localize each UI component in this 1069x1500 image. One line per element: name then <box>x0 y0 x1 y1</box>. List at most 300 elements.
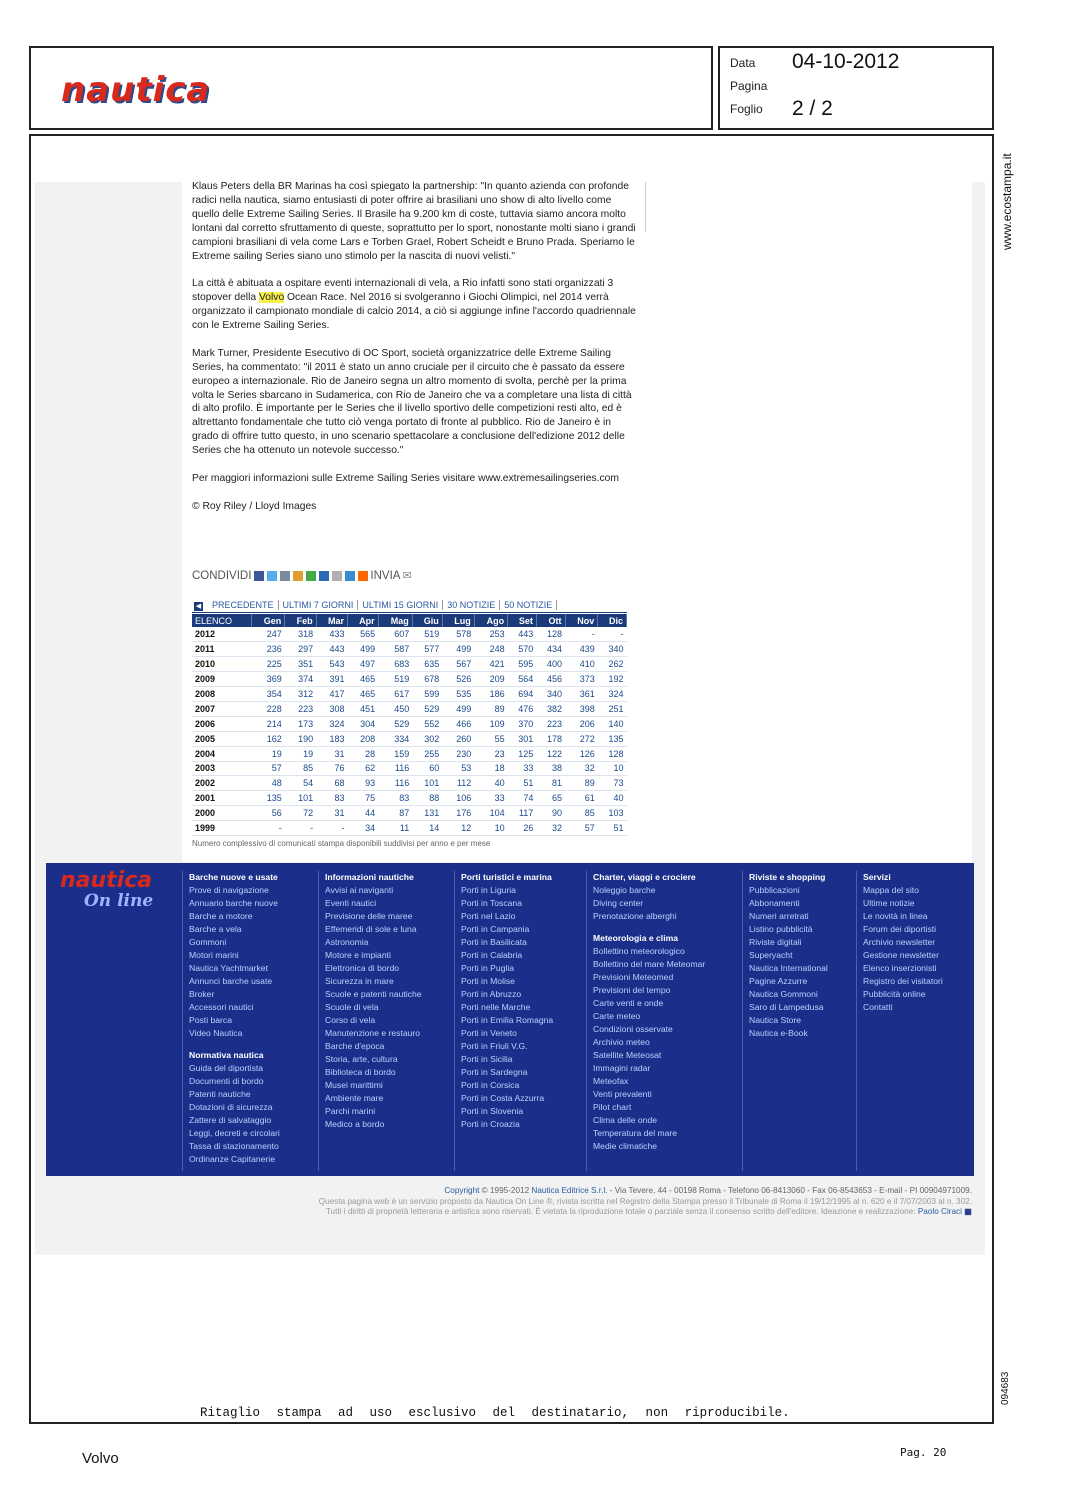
footer-link[interactable]: Previsioni Meteomed <box>593 972 674 982</box>
count-cell[interactable]: 18 <box>474 761 507 776</box>
count-cell[interactable]: 565 <box>348 627 379 642</box>
count-cell[interactable]: 131 <box>412 806 442 821</box>
footer-link[interactable]: Porti in Puglia <box>461 963 515 973</box>
count-cell[interactable]: 410 <box>565 657 598 672</box>
count-cell[interactable]: 62 <box>348 761 379 776</box>
footer-link[interactable]: Nautica e-Book <box>749 1028 808 1038</box>
count-cell[interactable]: 19 <box>285 746 316 761</box>
count-cell[interactable]: 14 <box>412 821 442 836</box>
footer-link[interactable]: Temperatura del mare <box>593 1128 678 1138</box>
count-cell[interactable]: 599 <box>412 687 442 702</box>
nautica-online-logo[interactable]: nautica On line <box>60 868 154 911</box>
footer-link[interactable]: Ordinanze Capitanerie <box>189 1154 275 1164</box>
count-cell[interactable]: 272 <box>565 731 598 746</box>
count-cell[interactable]: 398 <box>565 701 598 716</box>
publisher-link[interactable]: Nautica Editrice S.r.l. <box>531 1186 608 1195</box>
count-cell[interactable]: 497 <box>348 657 379 672</box>
count-cell[interactable]: - <box>251 821 284 836</box>
footer-link[interactable]: Patenti nautiche <box>189 1089 251 1099</box>
footer-link[interactable]: Registro dei visitatori <box>863 976 943 986</box>
count-cell[interactable]: 465 <box>348 687 379 702</box>
footer-link[interactable]: Accessori nautici <box>189 1002 254 1012</box>
count-cell[interactable]: 89 <box>565 776 598 791</box>
footer-link[interactable]: Pilot chart <box>593 1102 632 1112</box>
count-cell[interactable]: 57 <box>251 761 284 776</box>
footer-link[interactable]: Saro di Lampedusa <box>749 1002 824 1012</box>
footer-link[interactable]: Gestione newsletter <box>863 950 939 960</box>
footer-link[interactable]: Numeri arretrati <box>749 911 809 921</box>
count-cell[interactable]: 260 <box>442 731 474 746</box>
count-cell[interactable]: 159 <box>378 746 412 761</box>
footer-link[interactable]: Tassa di stazionamento <box>189 1141 279 1151</box>
count-cell[interactable]: 11 <box>378 821 412 836</box>
count-cell[interactable]: 88 <box>412 791 442 806</box>
col-header-elenco[interactable]: ELENCO <box>192 614 251 627</box>
footer-link[interactable]: Documenti di bordo <box>189 1076 264 1086</box>
count-cell[interactable]: 128 <box>536 627 565 642</box>
count-cell[interactable]: 567 <box>442 657 474 672</box>
count-cell[interactable]: 577 <box>412 642 442 657</box>
count-cell[interactable]: 230 <box>442 746 474 761</box>
count-cell[interactable]: 40 <box>598 791 627 806</box>
share-icon[interactable] <box>280 571 290 581</box>
count-cell[interactable]: 74 <box>508 791 537 806</box>
footer-link[interactable]: Satellite Meteosat <box>593 1050 662 1060</box>
count-cell[interactable]: 417 <box>316 687 347 702</box>
count-cell[interactable]: 116 <box>378 761 412 776</box>
count-cell[interactable]: 304 <box>348 716 379 731</box>
count-cell[interactable]: 75 <box>348 791 379 806</box>
count-cell[interactable]: 140 <box>598 716 627 731</box>
count-cell[interactable]: 83 <box>316 791 347 806</box>
count-cell[interactable]: 570 <box>508 642 537 657</box>
count-cell[interactable]: 251 <box>598 701 627 716</box>
more-share-icon[interactable] <box>358 571 368 581</box>
footer-link[interactable]: Archivio newsletter <box>863 937 936 947</box>
count-cell[interactable]: 214 <box>251 716 284 731</box>
count-cell[interactable]: 53 <box>442 761 474 776</box>
count-cell[interactable]: 225 <box>251 657 284 672</box>
count-cell[interactable]: 535 <box>442 687 474 702</box>
footer-link[interactable]: Annuario barche nuove <box>189 898 278 908</box>
year-cell[interactable]: 2000 <box>192 806 251 821</box>
year-cell[interactable]: 2003 <box>192 761 251 776</box>
tab-30-notizie[interactable]: 30 NOTIZIE <box>443 600 500 610</box>
footer-link[interactable]: Bollettino meteorologico <box>593 946 685 956</box>
count-cell[interactable]: 466 <box>442 716 474 731</box>
footer-link[interactable]: Barche a vela <box>189 924 242 934</box>
count-cell[interactable]: 578 <box>442 627 474 642</box>
footer-link[interactable]: Porti in Costa Azzurra <box>461 1093 545 1103</box>
count-cell[interactable]: 10 <box>598 761 627 776</box>
count-cell[interactable]: 31 <box>316 746 347 761</box>
count-cell[interactable]: 465 <box>348 672 379 687</box>
footer-link[interactable]: Carte venti e onde <box>593 998 664 1008</box>
count-cell[interactable]: 312 <box>285 687 316 702</box>
count-cell[interactable]: 248 <box>474 642 507 657</box>
count-cell[interactable]: 51 <box>598 821 627 836</box>
count-cell[interactable]: 73 <box>598 776 627 791</box>
count-cell[interactable]: 93 <box>348 776 379 791</box>
count-cell[interactable]: 443 <box>508 627 537 642</box>
year-cell[interactable]: 2008 <box>192 687 251 702</box>
year-cell[interactable]: 2006 <box>192 716 251 731</box>
count-cell[interactable]: 451 <box>348 701 379 716</box>
footer-link[interactable]: Sicurezza in mare <box>325 976 394 986</box>
count-cell[interactable]: 135 <box>598 731 627 746</box>
count-cell[interactable]: 450 <box>378 701 412 716</box>
footer-section-title[interactable]: Riviste e shopping <box>749 872 826 882</box>
count-cell[interactable]: 51 <box>508 776 537 791</box>
count-cell[interactable]: 128 <box>598 746 627 761</box>
footer-link[interactable]: Elettronica di bordo <box>325 963 400 973</box>
footer-link[interactable]: Porti in Molise <box>461 976 515 986</box>
count-cell[interactable]: 617 <box>378 687 412 702</box>
count-cell[interactable]: 90 <box>536 806 565 821</box>
count-cell[interactable]: - <box>598 627 627 642</box>
count-cell[interactable]: 499 <box>442 642 474 657</box>
count-cell[interactable]: 72 <box>285 806 316 821</box>
count-cell[interactable]: 55 <box>474 731 507 746</box>
footer-link[interactable]: Contatti <box>863 1002 893 1012</box>
footer-link[interactable]: Effemeridi di sole e luna <box>325 924 417 934</box>
count-cell[interactable]: 334 <box>378 731 412 746</box>
footer-link[interactable]: Diving center <box>593 898 644 908</box>
footer-link[interactable]: Porti in Emilia Romagna <box>461 1015 554 1025</box>
count-cell[interactable]: 223 <box>536 716 565 731</box>
year-cell[interactable]: 2004 <box>192 746 251 761</box>
count-cell[interactable]: 104 <box>474 806 507 821</box>
count-cell[interactable]: 61 <box>565 791 598 806</box>
count-cell[interactable]: 683 <box>378 657 412 672</box>
count-cell[interactable]: 28 <box>348 746 379 761</box>
count-cell[interactable]: 101 <box>412 776 442 791</box>
count-cell[interactable]: 543 <box>316 657 347 672</box>
count-cell[interactable]: 351 <box>285 657 316 672</box>
live-icon[interactable] <box>345 571 355 581</box>
count-cell[interactable]: 186 <box>474 687 507 702</box>
bookmark-icon[interactable] <box>293 571 303 581</box>
count-cell[interactable]: 302 <box>412 731 442 746</box>
count-cell[interactable]: 370 <box>508 716 537 731</box>
count-cell[interactable]: 103 <box>598 806 627 821</box>
count-cell[interactable]: 519 <box>412 627 442 642</box>
count-cell[interactable]: 223 <box>285 701 316 716</box>
count-cell[interactable]: 324 <box>316 716 347 731</box>
count-cell[interactable]: 125 <box>508 746 537 761</box>
count-cell[interactable]: 209 <box>474 672 507 687</box>
footer-link[interactable]: Broker <box>189 989 215 999</box>
count-cell[interactable]: 208 <box>348 731 379 746</box>
footer-link[interactable]: Motore e impianti <box>325 950 391 960</box>
count-cell[interactable]: 34 <box>348 821 379 836</box>
footer-link[interactable]: Prove di navigazione <box>189 885 269 895</box>
tab-ultimi-7[interactable]: ULTIMI 7 GIORNI <box>279 600 359 610</box>
footer-link[interactable]: Nautica Store <box>749 1015 802 1025</box>
footer-link[interactable]: Porti in Slovenia <box>461 1106 524 1116</box>
footer-link[interactable]: Riviste digitali <box>749 937 802 947</box>
count-cell[interactable]: 109 <box>474 716 507 731</box>
count-cell[interactable]: 33 <box>508 761 537 776</box>
count-cell[interactable]: 10 <box>474 821 507 836</box>
footer-link[interactable]: Pubblicità online <box>863 989 926 999</box>
twitter-icon[interactable] <box>267 571 277 581</box>
year-cell[interactable]: 2012 <box>192 627 251 642</box>
count-cell[interactable]: 76 <box>316 761 347 776</box>
count-cell[interactable]: 190 <box>285 731 316 746</box>
footer-link[interactable]: Eventi nautici <box>325 898 377 908</box>
count-cell[interactable]: 373 <box>565 672 598 687</box>
count-cell[interactable]: 361 <box>565 687 598 702</box>
count-cell[interactable]: 68 <box>316 776 347 791</box>
count-cell[interactable]: 374 <box>285 672 316 687</box>
footer-link[interactable]: Pubblicazioni <box>749 885 800 895</box>
count-cell[interactable]: 122 <box>536 746 565 761</box>
footer-section-title[interactable]: Informazioni nautiche <box>325 872 414 882</box>
footer-link[interactable]: Noleggio barche <box>593 885 656 895</box>
footer-section-title[interactable]: Meteorologia e clima <box>593 933 679 943</box>
footer-link[interactable]: Porti nelle Marche <box>461 1002 531 1012</box>
count-cell[interactable]: 206 <box>565 716 598 731</box>
count-cell[interactable]: - <box>565 627 598 642</box>
footer-link[interactable]: Posti barca <box>189 1015 232 1025</box>
count-cell[interactable]: 87 <box>378 806 412 821</box>
count-cell[interactable]: 176 <box>442 806 474 821</box>
footer-link[interactable]: Porti in Sardegna <box>461 1067 528 1077</box>
author-link[interactable]: Paolo Ciraci <box>917 1207 962 1216</box>
count-cell[interactable]: 54 <box>285 776 316 791</box>
year-cell[interactable]: 2010 <box>192 657 251 672</box>
count-cell[interactable]: 308 <box>316 701 347 716</box>
footer-link[interactable]: Elenco inserzionisti <box>863 963 937 973</box>
count-cell[interactable]: 456 <box>536 672 565 687</box>
footer-section-title[interactable]: Barche nuove e usate <box>189 872 278 882</box>
footer-link[interactable]: Musei marittimi <box>325 1080 383 1090</box>
count-cell[interactable]: 552 <box>412 716 442 731</box>
count-cell[interactable]: - <box>316 821 347 836</box>
footer-link[interactable]: Porti in Basilicata <box>461 937 527 947</box>
footer-link[interactable]: Porti in Abruzzo <box>461 989 522 999</box>
count-cell[interactable]: 26 <box>508 821 537 836</box>
footer-link[interactable]: Pagine Azzurre <box>749 976 808 986</box>
count-cell[interactable]: 434 <box>536 642 565 657</box>
footer-link[interactable]: Gommoni <box>189 937 227 947</box>
footer-link[interactable]: Scuole e patenti nautiche <box>325 989 422 999</box>
footer-link[interactable]: Forum dei diportisti <box>863 924 937 934</box>
count-cell[interactable]: 443 <box>316 642 347 657</box>
year-cell[interactable]: 2005 <box>192 731 251 746</box>
footer-link[interactable]: Porti in Corsica <box>461 1080 520 1090</box>
year-cell[interactable]: 2001 <box>192 791 251 806</box>
count-cell[interactable]: 83 <box>378 791 412 806</box>
count-cell[interactable]: 228 <box>251 701 284 716</box>
footer-link[interactable]: Nautica Yachtmarket <box>189 963 268 973</box>
count-cell[interactable]: 382 <box>536 701 565 716</box>
footer-link[interactable]: Porti in Croazia <box>461 1119 520 1129</box>
footer-link[interactable]: Previsione delle maree <box>325 911 413 921</box>
count-cell[interactable]: 607 <box>378 627 412 642</box>
footer-link[interactable]: Barche d'epoca <box>325 1041 385 1051</box>
count-cell[interactable]: 499 <box>348 642 379 657</box>
footer-link[interactable]: Manutenzione e restauro <box>325 1028 421 1038</box>
footer-section-title[interactable]: Normativa nautica <box>189 1050 264 1060</box>
count-cell[interactable]: 354 <box>251 687 284 702</box>
count-cell[interactable]: 262 <box>598 657 627 672</box>
count-cell[interactable]: 369 <box>251 672 284 687</box>
footer-link[interactable]: Condizioni osservate <box>593 1024 673 1034</box>
footer-section-title[interactable]: Charter, viaggi e crociere <box>593 872 696 882</box>
footer-section-title[interactable]: Porti turistici e marina <box>461 872 552 882</box>
count-cell[interactable]: 192 <box>598 672 627 687</box>
count-cell[interactable]: 162 <box>251 731 284 746</box>
envelope-icon[interactable]: ✉ <box>402 570 412 582</box>
year-cell[interactable]: 2009 <box>192 672 251 687</box>
count-cell[interactable]: 529 <box>378 716 412 731</box>
footer-link[interactable]: Nautica International <box>749 963 828 973</box>
footer-link[interactable]: Ultime notizie <box>863 898 915 908</box>
footer-link[interactable]: Barche a motore <box>189 911 253 921</box>
footer-link[interactable]: Archivio meteo <box>593 1037 650 1047</box>
count-cell[interactable]: 301 <box>508 731 537 746</box>
count-cell[interactable]: 635 <box>412 657 442 672</box>
footer-link[interactable]: Prenotazione alberghi <box>593 911 677 921</box>
count-cell[interactable]: 183 <box>316 731 347 746</box>
footer-link[interactable]: Superyacht <box>749 950 793 960</box>
count-cell[interactable]: 23 <box>474 746 507 761</box>
count-cell[interactable]: 101 <box>285 791 316 806</box>
count-cell[interactable]: 340 <box>536 687 565 702</box>
footer-link[interactable]: Corso di vela <box>325 1015 376 1025</box>
count-cell[interactable]: 391 <box>316 672 347 687</box>
count-cell[interactable]: 421 <box>474 657 507 672</box>
count-cell[interactable]: 255 <box>412 746 442 761</box>
footer-link[interactable]: Porti in Liguria <box>461 885 516 895</box>
count-cell[interactable]: 31 <box>316 806 347 821</box>
count-cell[interactable]: 253 <box>474 627 507 642</box>
footer-link[interactable]: Porti nel Lazio <box>461 911 516 921</box>
tab-precedente[interactable]: PRECEDENTE <box>208 600 279 610</box>
year-cell[interactable]: 2002 <box>192 776 251 791</box>
footer-section-title[interactable]: Servizi <box>863 872 891 882</box>
count-cell[interactable]: 57 <box>565 821 598 836</box>
count-cell[interactable]: 318 <box>285 627 316 642</box>
count-cell[interactable]: 32 <box>536 821 565 836</box>
footer-link[interactable]: Porti in Campania <box>461 924 530 934</box>
count-cell[interactable]: 595 <box>508 657 537 672</box>
count-cell[interactable]: 33 <box>474 791 507 806</box>
count-cell[interactable]: 297 <box>285 642 316 657</box>
count-cell[interactable]: 433 <box>316 627 347 642</box>
count-cell[interactable]: 439 <box>565 642 598 657</box>
count-cell[interactable]: 529 <box>412 701 442 716</box>
count-cell[interactable]: 694 <box>508 687 537 702</box>
footer-link[interactable]: Mappa del sito <box>863 885 919 895</box>
footer-link[interactable]: Meteofax <box>593 1076 629 1086</box>
count-cell[interactable]: 519 <box>378 672 412 687</box>
count-cell[interactable]: 526 <box>442 672 474 687</box>
footer-link[interactable]: Avvisi ai naviganti <box>325 885 394 895</box>
footer-link[interactable]: Porti in Calabria <box>461 950 523 960</box>
tab-ultimi-15[interactable]: ULTIMI 15 GIORNI <box>358 600 443 610</box>
delicious-icon[interactable] <box>319 571 329 581</box>
print-icon[interactable] <box>332 571 342 581</box>
footer-link[interactable]: Ambiente mare <box>325 1093 384 1103</box>
footer-link[interactable]: Annunci barche usate <box>189 976 273 986</box>
footer-link[interactable]: Dotazioni di sicurezza <box>189 1102 273 1112</box>
count-cell[interactable]: 678 <box>412 672 442 687</box>
social-icon[interactable] <box>306 571 316 581</box>
footer-link[interactable]: Motori marini <box>189 950 239 960</box>
tab-50-notizie[interactable]: 50 NOTIZIE <box>500 600 557 610</box>
year-cell[interactable]: 2007 <box>192 701 251 716</box>
prev-arrow-icon[interactable]: ◀ <box>195 602 202 610</box>
footer-link[interactable]: Parchi marini <box>325 1106 376 1116</box>
count-cell[interactable]: 476 <box>508 701 537 716</box>
footer-link[interactable]: Medico a bordo <box>325 1119 385 1129</box>
footer-link[interactable]: Immagini radar <box>593 1063 651 1073</box>
count-cell[interactable]: 324 <box>598 687 627 702</box>
footer-link[interactable]: Porti in Veneto <box>461 1028 517 1038</box>
count-cell[interactable]: 32 <box>565 761 598 776</box>
footer-link[interactable]: Porti in Friuli V.G. <box>461 1041 528 1051</box>
footer-link[interactable]: Porti in Toscana <box>461 898 522 908</box>
count-cell[interactable]: 236 <box>251 642 284 657</box>
facebook-icon[interactable] <box>254 571 264 581</box>
footer-link[interactable]: Leggi, decreti e circolari <box>189 1128 280 1138</box>
count-cell[interactable]: 60 <box>412 761 442 776</box>
count-cell[interactable]: 89 <box>474 701 507 716</box>
footer-link[interactable]: Abbonamenti <box>749 898 800 908</box>
footer-link[interactable]: Guida del diportista <box>189 1063 264 1073</box>
count-cell[interactable]: 85 <box>285 761 316 776</box>
footer-link[interactable]: Zattere di salvataggio <box>189 1115 272 1125</box>
count-cell[interactable]: 12 <box>442 821 474 836</box>
footer-link[interactable]: Porti in Sicilia <box>461 1054 513 1064</box>
copyright-link[interactable]: Copyright <box>444 1186 480 1195</box>
footer-link[interactable]: Listino pubblicità <box>749 924 813 934</box>
count-cell[interactable]: 56 <box>251 806 284 821</box>
count-cell[interactable]: 112 <box>442 776 474 791</box>
count-cell[interactable]: 40 <box>474 776 507 791</box>
count-cell[interactable]: 126 <box>565 746 598 761</box>
count-cell[interactable]: 106 <box>442 791 474 806</box>
year-cell[interactable]: 1999 <box>192 821 251 836</box>
footer-link[interactable]: Clima delle onde <box>593 1115 658 1125</box>
footer-link[interactable]: Astronomia <box>325 937 369 947</box>
footer-link[interactable]: Video Nautica <box>189 1028 243 1038</box>
count-cell[interactable]: - <box>285 821 316 836</box>
footer-link[interactable]: Le novità in linea <box>863 911 928 921</box>
count-cell[interactable]: 85 <box>565 806 598 821</box>
count-cell[interactable]: 19 <box>251 746 284 761</box>
footer-link[interactable]: Carte meteo <box>593 1011 641 1021</box>
footer-link[interactable]: Storia, arte, cultura <box>325 1054 398 1064</box>
count-cell[interactable]: 340 <box>598 642 627 657</box>
year-cell[interactable]: 2011 <box>192 642 251 657</box>
footer-link[interactable]: Previsioni del tempo <box>593 985 671 995</box>
footer-link[interactable]: Medie climatiche <box>593 1141 657 1151</box>
count-cell[interactable]: 135 <box>251 791 284 806</box>
count-cell[interactable]: 44 <box>348 806 379 821</box>
count-cell[interactable]: 38 <box>536 761 565 776</box>
count-cell[interactable]: 117 <box>508 806 537 821</box>
footer-link[interactable]: Scuole di vela <box>325 1002 379 1012</box>
count-cell[interactable]: 587 <box>378 642 412 657</box>
footer-link[interactable]: Bollettino del mare Meteomar <box>593 959 706 969</box>
count-cell[interactable]: 400 <box>536 657 565 672</box>
count-cell[interactable]: 48 <box>251 776 284 791</box>
count-cell[interactable]: 173 <box>285 716 316 731</box>
